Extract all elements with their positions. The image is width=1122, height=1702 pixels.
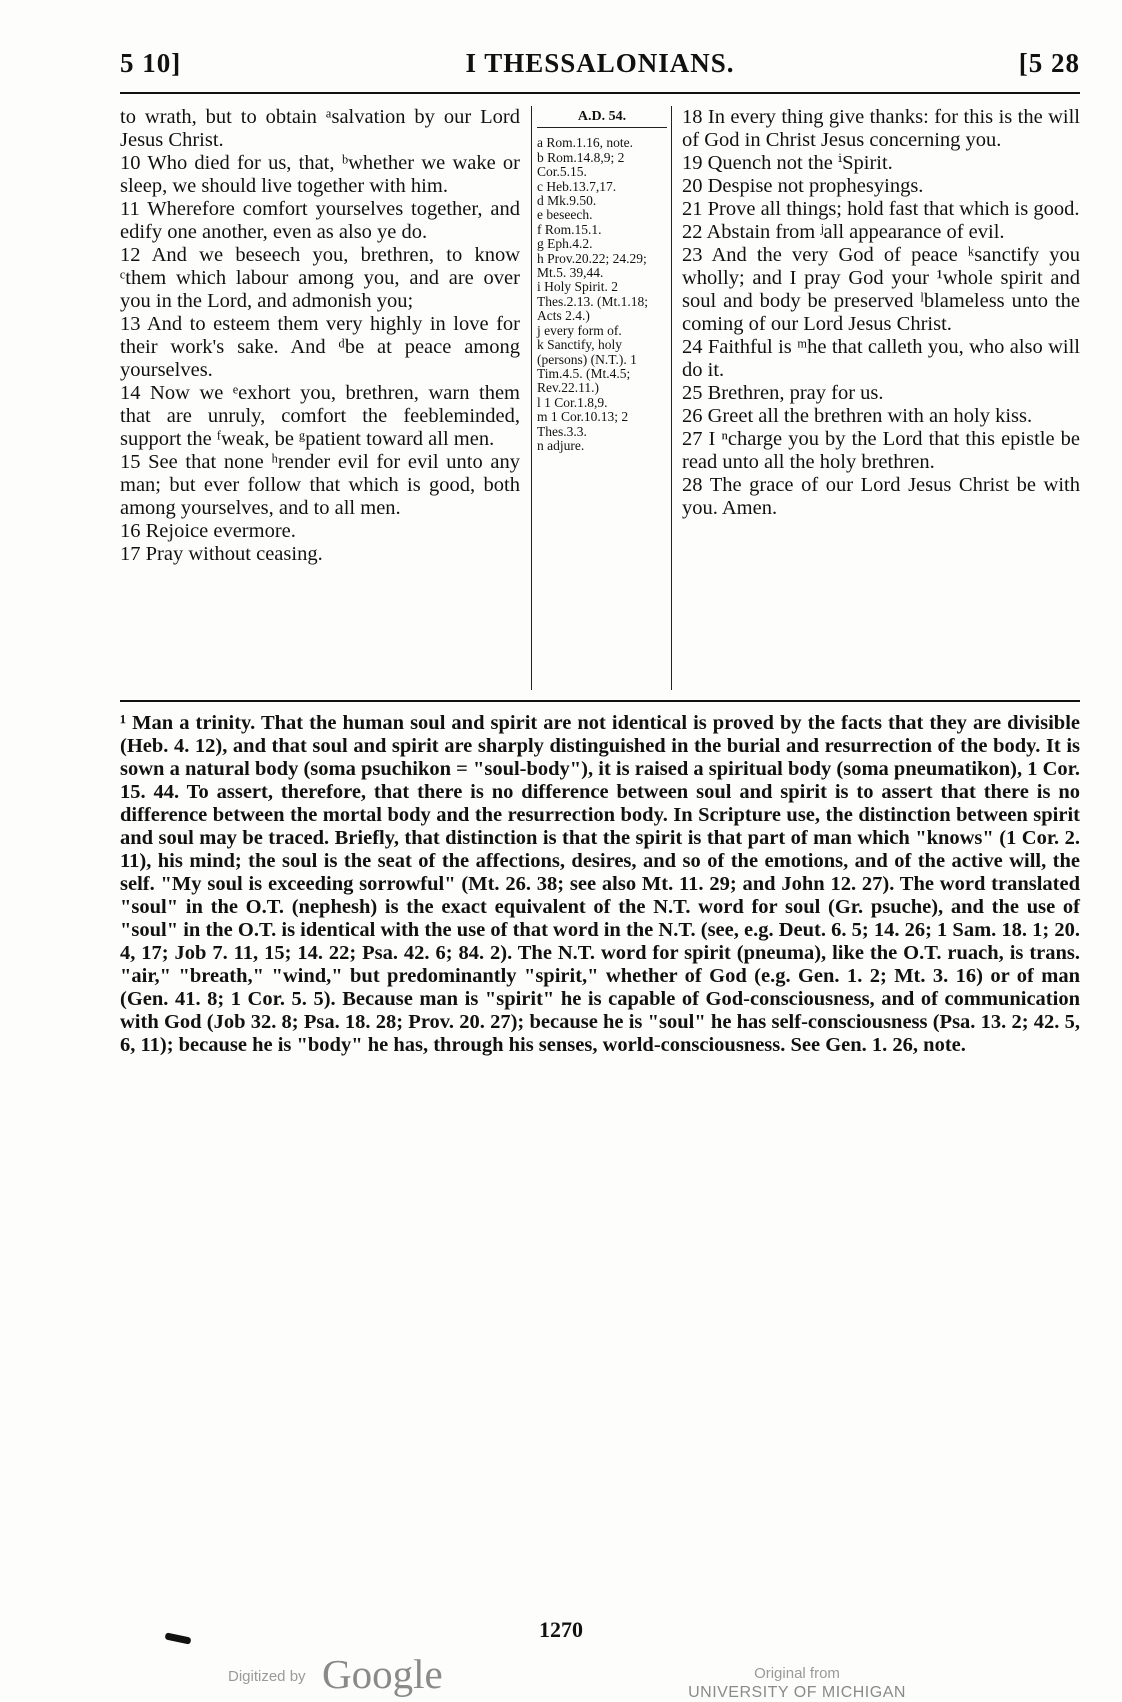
page-number: 1270 (539, 1617, 583, 1642)
cross-reference: b Rom.14.8,9; 2 Cor.5.15. (537, 149, 625, 180)
cross-reference: h Prov.20.22; 24.29; Mt.5. 39,44. (537, 250, 647, 281)
verse-paragraph: 20 Despise not prophesyings. (682, 175, 924, 197)
cross-reference: n adjure. (537, 437, 585, 453)
verse-paragraph: 26 Greet all the brethren with an holy kiss. (682, 405, 1033, 427)
header-divider (120, 92, 1080, 94)
running-header (120, 48, 1080, 88)
cross-reference: g Eph.4.2. (537, 236, 593, 252)
digitized-by-label: Digitized by (228, 1668, 306, 1685)
verse-paragraph: 10 Who died for us, that, ᵇwhether we wake or sleep, we should live together with him. (120, 152, 520, 197)
verse-paragraph: 15 See that none ʰrender evil for evil unto any man; but ever follow that which is good, both among yourselves, and to all men. (120, 451, 520, 519)
verse-paragraph: 22 Abstain from ʲall appearance of evil. (682, 221, 1005, 243)
cross-reference: k Sanctify, holy (persons) (N.T.). 1 Tim.4.5. (Mt.4.5; Rev.22.11.) (537, 337, 637, 396)
cross-reference: m 1 Cor.10.13; 2 Thes.3.3. (537, 409, 629, 439)
cross-reference: c Heb.13.7,17. (537, 178, 617, 194)
verse-paragraph: 19 Quench not the ⁱSpirit. (682, 152, 893, 174)
verse-paragraph: 27 I ⁿcharge you by the Lord that this epistle be read unto all the holy brethren. (682, 428, 1080, 473)
header-verse-start: 5 10] (120, 48, 182, 78)
verse-paragraph: 23 And the very God of peace ᵏsanctify you wholly; and I pray God your ¹whole spirit and soul and body be preserved ˡblameless unto the coming of our Lord Jesus Christ. (682, 244, 1080, 335)
cross-reference: d Mk.9.50. (537, 193, 597, 209)
cross-reference: f Rom.15.1. (537, 221, 602, 237)
cross-reference: j every form of. (537, 322, 622, 338)
verse-paragraph: 25 Brethren, pray for us. (682, 382, 884, 404)
university-label: UNIVERSITY OF MICHIGAN (688, 1684, 906, 1701)
verse-paragraph: 18 In every thing give thanks: for this is the will of God in Christ Jesus concerning you. (682, 106, 1080, 151)
column-divider-right (671, 106, 672, 690)
cross-reference: e beseech. (537, 207, 593, 223)
cross-reference: i Holy Spirit. 2 Thes.2.13. (Mt.1.18; Acts 2.4.) (537, 279, 648, 324)
cross-reference: l 1 Cor.1.8,9. (537, 394, 608, 410)
cross-reference-column (537, 110, 667, 453)
verse-paragraph: 16 Rejoice evermore. (120, 520, 296, 542)
original-from-label: Original from (754, 1665, 840, 1682)
verse-paragraph: 14 Now we ᵉexhort you, brethren, warn them that are unruly, comfort the feebleminded, support the ᶠweak, be ᵍpatient toward all men. (120, 382, 520, 450)
google-logo: Google (322, 1651, 443, 1697)
date-heading: A.D. 54. (537, 110, 667, 128)
header-book-title: I THESSALONIANS. (465, 48, 735, 78)
header-verse-end: [5 28 (1018, 48, 1080, 78)
left-text-column (120, 106, 520, 566)
text-footnote-divider (120, 700, 1080, 702)
right-text-column (682, 106, 1080, 520)
verse-paragraph: 24 Faithful is ᵐhe that calleth you, who also will do it. (682, 336, 1080, 381)
verse-paragraph: 11 Wherefore comfort yourselves together, and edify one another, even as also ye do. (120, 198, 520, 243)
verse-paragraph: 17 Pray without ceasing. (120, 543, 323, 565)
verse-paragraph: 21 Prove all things; hold fast that which is good. (682, 198, 1080, 220)
column-divider-left (531, 106, 532, 690)
study-footnote: ¹ Man a trinity. That the human soul and spirit are not identical is proved by the facts that they are divisible (Heb. 4. 12), and that soul and spirit are sharply distinguished in the burial and resurrection of the body. It is sown a natural body (soma psuchikon = "soul-body"), it is raised a spiritual body (soma pneumatikon), 1 Cor. 15. 44. To assert, therefore, that there is no difference between soul and spirit is to assert that there is no difference between the mortal body and the resurrection body. In Scripture use, the distinction between spirit and soul may be traced. Briefly, that distinction is that the spirit is that part of man which "knows" (1 Cor. 2. 11), his mind; the soul is the seat of the affections, desires, and so of the emotions, and of the active will, the self. "My soul is exceeding sorrowful" (Mt. 26. 38; see also Mt. 11. 29; and John 12. 27). The word translated "soul" in the O.T. (nephesh) is the exact equivalent of the N.T. word for soul (Gr. psuche), and the use of "soul" in the O.T. is identical with the use of that word in the N.T. (see, e.g. Deut. 6. 5; 14. 26; 1 Sam. 18. 1; 20. 4, 17; Job 7. 11, 15; 14. 22; Psa. 42. 6; 84. 2). The N.T. word for spirit (pneuma), like the O.T. ruach, is trans. "air," "breath," "wind," but predominantly "spirit," whether of God (e.g. Gen. 1. 2; Mt. 3. 16) or of man (Gen. 41. 8; 1 Cor. 5. 5). Because man is "spirit" he is capable of God-consciousness, and of communication with God (Job 32. 8; Psa. 18. 28; Prov. 20. 27); because he is "soul" he has self-consciousness (Psa. 13. 2; 42. 5, 6, 11); because he is "body" he has, through his senses, world-consciousness. See Gen. 1. 26, note. (120, 712, 1080, 1056)
verse-paragraph: to wrath, but to obtain ᵃsalvation by our Lord Jesus Christ. (120, 106, 520, 151)
verse-paragraph: 13 And to esteem them very highly in love for their work's sake. And ᵈbe at peace among yourselves. (120, 313, 520, 381)
verse-paragraph: 28 The grace of our Lord Jesus Christ be with you. Amen. (682, 474, 1080, 519)
cross-reference: a Rom.1.16, note. (537, 135, 633, 151)
verse-paragraph: 12 And we beseech you, brethren, to know ᶜthem which labour among you, and are over you in the Lord, and admonish you; (120, 244, 520, 312)
